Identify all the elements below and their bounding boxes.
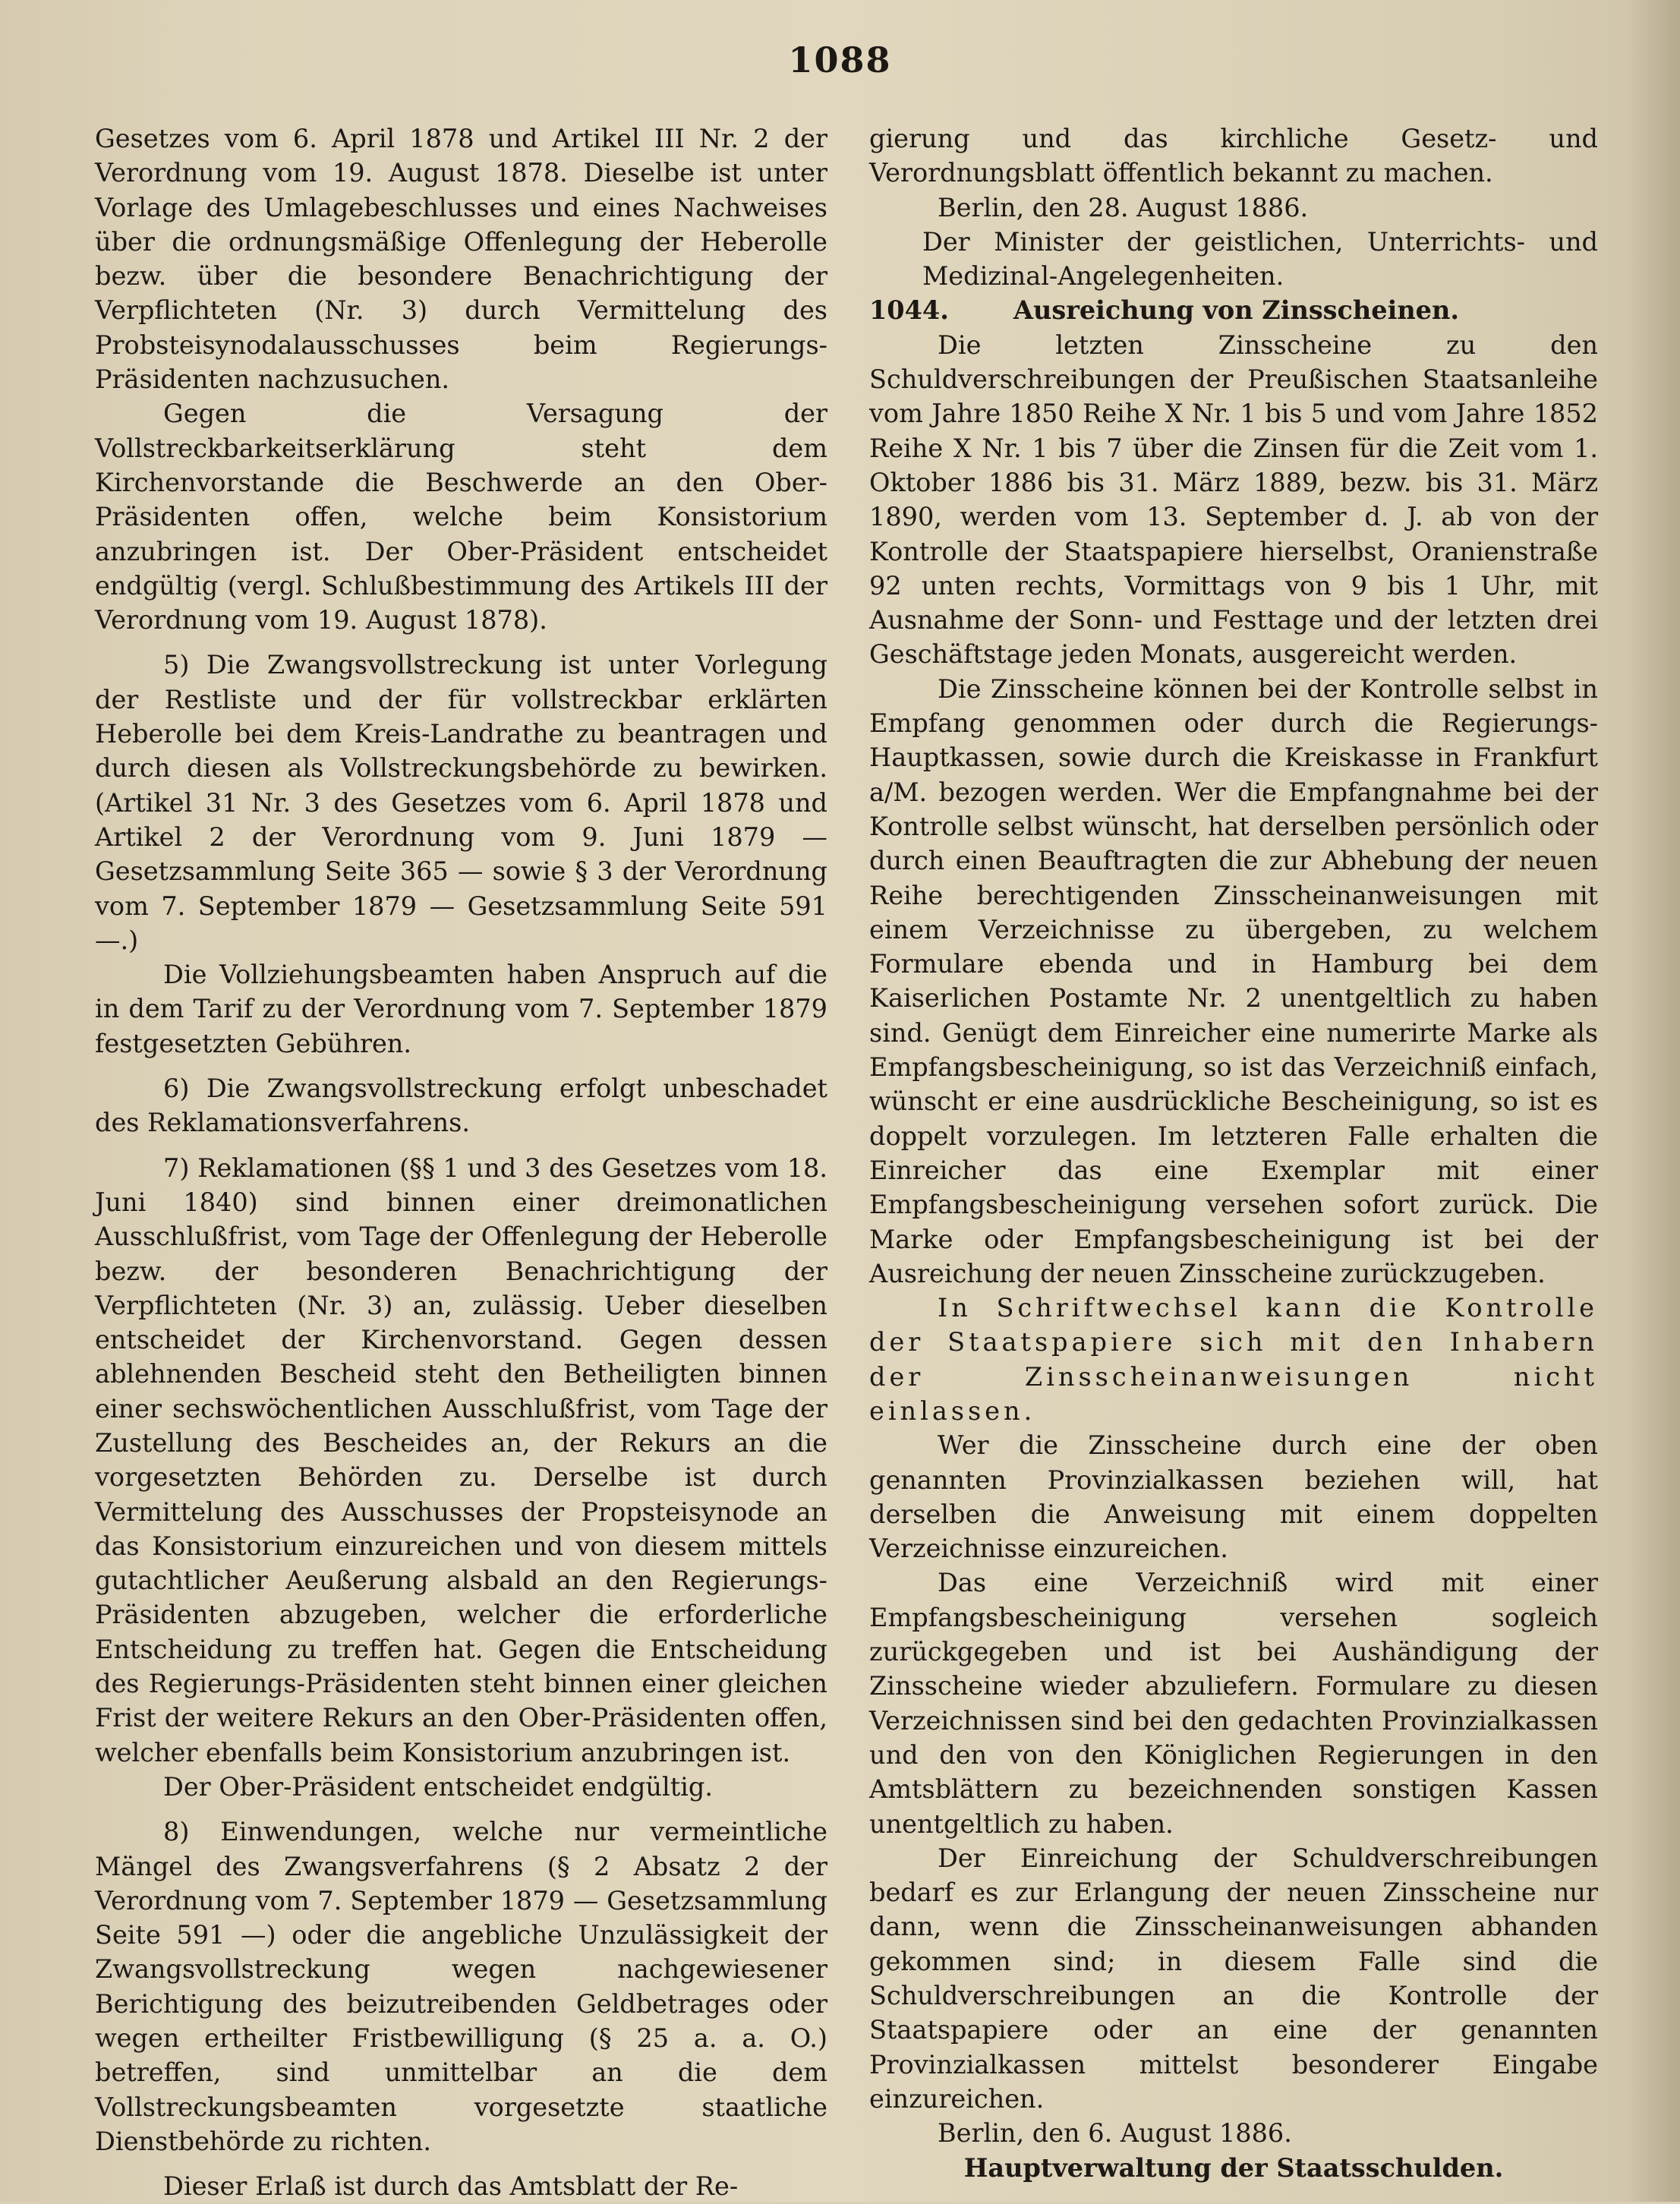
paragraph: 7) Reklamationen (§§ 1 und 3 des Gesetzes vom 18. Juni 1840) sind binnen einer dreimonatlichen Ausschlußfrist, vom Tage der Offenlegung der Heberolle bezw. der besonderen Benachrichtigung der Verpflichteten (Nr. 3) an, zulässig. Ueber dieselben entscheidet der Kirchenvorstand. Gegen dessen ablehnenden Bescheid steht den Betheiligten binnen einer sechswöchentlichen Ausschlußfrist, vom Tage der Zustellung des Bescheides an, der Rekurs an die vorgesetzten Behörden zu. Derselbe ist durch Vermittelung des Ausschusses der Propsteisynode an das Konsistorium einzureichen und von diesem mittels gutachtlicher Aeußerung alsbald an den Regierungs-Präsidenten abzugeben, welcher die erforderliche Entscheidung zu treffen hat. Gegen die Entscheidung des Regierungs-Präsidenten steht binnen einer gleichen Frist der weitere Rekurs an den Ober-Präsidenten offen, welcher ebenfalls beim Konsistorium anzubringen ist.: [95, 1152, 827, 1767]
date-line: Berlin, den 28. August 1886.: [938, 192, 1309, 222]
page-number: 1088: [788, 39, 892, 80]
section-heading: [869, 293, 1598, 327]
paragraph: Gegen die Versagung der Vollstreckbarkeitserklärung steht dem Kirchenvorstande die Beschwerde an den Ober-Präsidenten offen, welche beim Konsistorium anzubringen ist. Der Ober-Präsident entscheidet endgültig (vergl. Schlußbestimmung des Artikels III der Verordnung vom 19. August 1878).: [95, 399, 827, 635]
paragraph: Gesetzes vom 6. April 1878 und Artikel III Nr. 2 der Verordnung vom 19. August 1878. Dieselbe ist unter Vorlage des Umlagebeschlusses und eines Nachweises über die ordnungsmäßige Offenlegung der Heberolle bezw. über die besondere Benachrichtigung der Verpflichteten (Nr. 3) durch Vermittelung des Probsteisynodalausschusses beim Regierungs-Präsidenten nachzusuchen.: [95, 124, 827, 395]
paragraph: Wer die Zinsscheine durch eine der oben genannten Provinzialkassen beziehen will, hat derselben die Anweisung mit einem doppelten Verzeichnisse einzureichen.: [869, 1430, 1598, 1564]
right-column: [869, 121, 1598, 2185]
paragraph: Die letzten Zinsscheine zu den Schuldverschreibungen der Preußischen Staatsanleihe vom Jahre 1850 Reihe X Nr. 1 bis 5 und vom Jahre 1852 Reihe X Nr. 1 bis 7 über die Zinsen für die Zeit vom 1. Oktober 1886 bis 31. März 1889, bezw. bis 31. März 1890, werden vom 13. September d. J. ab von der Kontrolle der Staatspapiere hierselbst, Oranienstraße 92 unten rechts, Vormittags von 9 bis 1 Uhr, mit Ausnahme der Sonn- und Festtage und der letzten drei Geschäftstage jeden Monats, ausgereicht werden.: [869, 329, 1598, 670]
paragraph: Der Einreichung der Schuldverschreibungen bedarf es zur Erlangung der neuen Zinsscheine nur dann, wenn die Zinsscheinanweisungen abhanden gekommen sind; in diesem Falle sind die Schuldverschreibungen an die Kontrolle der Staatspapiere oder an eine der genannten Provinzialkassen mittelst besonderer Eingabe einzureichen.: [869, 1843, 1598, 2114]
paragraph: Die Zinsscheine können bei der Kontrolle selbst in Empfang genommen oder durch die Regierungs-Hauptkassen, sowie durch die Kreiskasse in Frankfurt a/M. bezogen werden. Wer die Empfangnahme bei der Kontrolle selbst wünscht, hat derselben persönlich oder durch einen Beauftragten die zur Abhebung der neuen Reihe berechtigenden Zinsscheinanweisungen mit einem Verzeichnisse zu übergeben, zu welchem Formulare ebenda und in Hamburg bei dem Kaiserlichen Postamte Nr. 2 unentgeltlich zu haben sind. Genügt dem Einreicher eine numerirte Marke als Empfangsbescheinigung, so ist das Verzeichniß einfach, wünscht er eine ausdrückliche Bescheinigung, so ist es doppelt vorzulegen. Im letzteren Falle erhalten die Einreicher das eine Exemplar mit einer Empfangsbescheinigung versehen sofort zurück. Die Marke oder Empfangsbescheinigung ist bei der Ausreichung der neuen Zinsscheine zurückzugeben.: [869, 673, 1598, 1288]
paragraph: Das eine Verzeichniß wird mit einer Empfangsbescheinigung versehen sogleich zurückgegeben und ist bei Aushändigung der Zinsscheine wieder abzuliefern. Formulare zu diesen Verzeichnissen sind bei den gedachten Provinzialkassen und den von den Königlichen Regierungen in den Amtsblättern zu bezeichnenden sonstigen Kassen unentgeltlich zu haben.: [869, 1568, 1598, 1839]
authority-signature: Der Minister der geistlichen, Unterrichts- und Medizinal-Angelegenheiten.: [922, 226, 1598, 292]
paragraph: Dieser Erlaß ist durch das Amtsblatt der Re-: [163, 2171, 739, 2202]
paragraph: 6) Die Zwangsvollstreckung erfolgt unbeschadet des Reklamationsverfahrens.: [95, 1074, 827, 1138]
paragraph: In Schriftwechsel kann die Kontrolle der Staatspapiere sich mit den Inhabern der Zinsscheinanweisungen nicht einlassen.: [869, 1293, 1598, 1426]
date-line: Berlin, den 6. August 1886.: [938, 2118, 1292, 2149]
paragraph: Der Ober-Präsident entscheidet endgültig.: [163, 1771, 713, 1802]
section-title: Ausreichung von Zinsscheinen.: [1013, 295, 1460, 326]
authority-signature: Hauptverwaltung der Staatsschulden.: [963, 2152, 1504, 2183]
section-number: 1044.: [869, 295, 949, 326]
paragraph: 5) Die Zwangsvollstreckung ist unter Vorlegung der Restliste und der für vollstreckbar erklärten Heberolle bei dem Kreis-Landrathe zu beantragen und durch diesen als Vollstreckungsbehörde zu bewirken. (Artikel 31 Nr. 3 des Gesetzes vom 6. April 1878 und Artikel 2 der Verordnung vom 9. Juni 1879 — Gesetzsammlung Seite 365 — sowie § 3 der Verordnung vom 7. September 1879 — Gesetzsammlung Seite 591 —.): [95, 650, 827, 955]
continuation-text: gierung und das kirchliche Gesetz- und Verordnungsblatt öffentlich bekannt zu machen.: [869, 124, 1598, 188]
left-column: [95, 121, 827, 2204]
paragraph: 8) Einwendungen, welche nur vermeintliche Mängel des Zwangsverfahrens (§ 2 Absatz 2 der Verordnung vom 7. September 1879 — Gesetzsammlung Seite 591 —) oder die angebliche Unzulässigkeit der Zwangsvollstreckung wegen nachgewiesener Berichtigung des beizutreibenden Geldbetrages oder wegen ertheilter Fristbewilligung (§ 25 a. a. O.) betreffen, sind unmittelbar an die dem Vollstreckungsbeamten vorgesetzte staatliche Dienstbehörde zu richten.: [95, 1817, 827, 2156]
paragraph: Die Vollziehungsbeamten haben Anspruch auf die in dem Tarif zu der Verordnung vom 7. September 1879 festgesetzten Gebühren.: [95, 960, 827, 1058]
page-edge-shadow: [1627, 0, 1680, 2202]
